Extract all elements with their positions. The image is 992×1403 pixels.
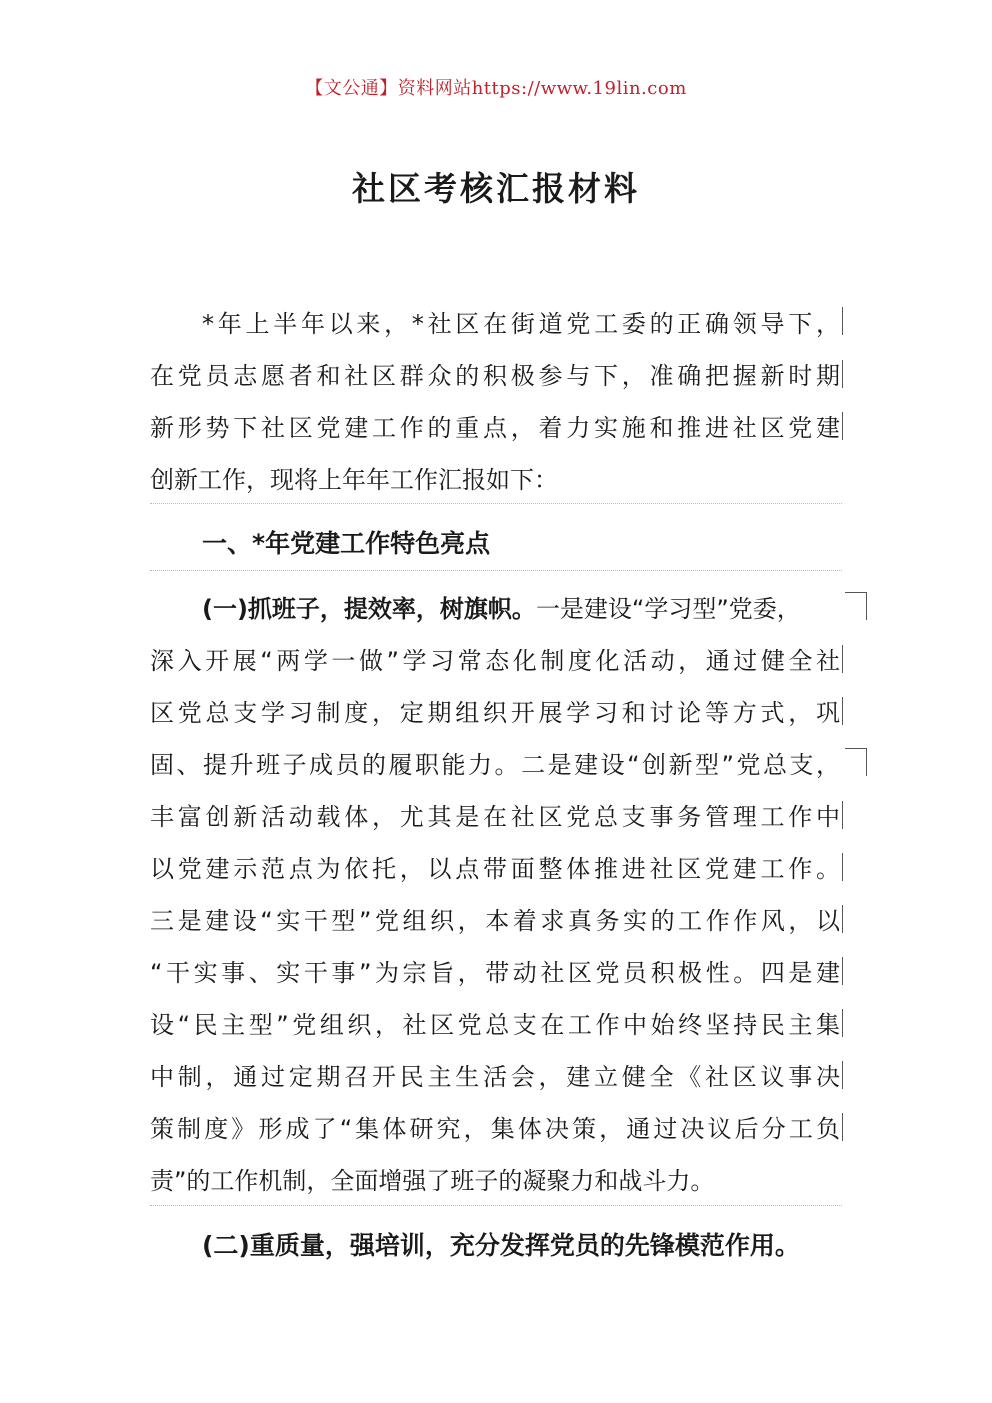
margin-mark xyxy=(842,905,843,933)
body-line: 设“民主型”党组织，社区党总支在工作中始终坚持民主集 xyxy=(150,1011,840,1039)
margin-mark xyxy=(842,957,843,985)
margin-mark xyxy=(842,853,843,881)
section-divider xyxy=(150,503,842,504)
margin-mark xyxy=(842,1113,843,1141)
margin-mark xyxy=(842,697,843,725)
margin-mark xyxy=(845,592,867,593)
margin-mark xyxy=(842,307,843,335)
margin-mark xyxy=(866,748,867,776)
margin-mark xyxy=(842,801,843,829)
sub1-lead: (一)抓班子，提效率，树旗帜。 xyxy=(202,595,536,623)
body-line: “干实事、实干事”为宗旨，带动社区党员积极性。四是建 xyxy=(150,959,840,987)
body-line: 中制，通过定期召开民主生活会，建立健全《社区议事决 xyxy=(150,1063,840,1091)
body-line: 策制度》形成了“集体研究，集体决策，通过决议后分工负 xyxy=(150,1115,840,1143)
intro-line: 新形势下社区党建工作的重点，着力实施和推进社区党建 xyxy=(150,414,840,442)
section-heading: 一、*年党建工作特色亮点 xyxy=(202,529,491,558)
watermark-header: 【文公通】资料网站https://www.19lin.com xyxy=(305,78,687,99)
body-line: 三是建设“实干型”党组织，本着求真务实的工作作风，以 xyxy=(150,907,840,935)
body-line: 固、提升班子成员的履职能力。二是建设“创新型”党总支， xyxy=(150,751,840,779)
body-line: 区党总支学习制度，定期组织开展学习和讨论等方式，巩 xyxy=(150,699,840,727)
sub2-heading: (二)重质量，强培训，充分发挥党员的先锋模范作用。 xyxy=(202,1231,800,1260)
body-line: 丰富创新活动载体，尤其是在社区党总支事务管理工作中 xyxy=(150,803,840,831)
document-title: 社区考核汇报材料 xyxy=(352,169,640,208)
margin-mark xyxy=(842,412,843,440)
sub1-first-line-text: 一是建设“学习型”党委， xyxy=(535,595,801,623)
section-divider xyxy=(150,570,842,571)
section-divider xyxy=(150,1205,842,1206)
body-line: 以党建示范点为依托，以点带面整体推进社区党建工作。 xyxy=(150,855,840,883)
body-line: 深入开展“两学一做”学习常态化制度化活动，通过健全社 xyxy=(150,647,840,675)
margin-mark xyxy=(842,360,843,388)
intro-line: *年上半年以来，*社区在街道党工委的正确领导下， xyxy=(202,310,840,338)
body-line: 责”的工作机制，全面增强了班子的凝聚力和战斗力。 xyxy=(150,1167,715,1195)
sub1-first-line xyxy=(202,589,840,629)
margin-mark xyxy=(842,1061,843,1089)
margin-mark xyxy=(845,748,867,749)
margin-mark xyxy=(842,645,843,673)
intro-line: 在党员志愿者和社区群众的积极参与下，准确把握新时期 xyxy=(150,362,840,390)
margin-mark xyxy=(842,1009,843,1037)
margin-mark xyxy=(866,592,867,620)
intro-line: 创新工作，现将上年年工作汇报如下： xyxy=(150,466,558,494)
